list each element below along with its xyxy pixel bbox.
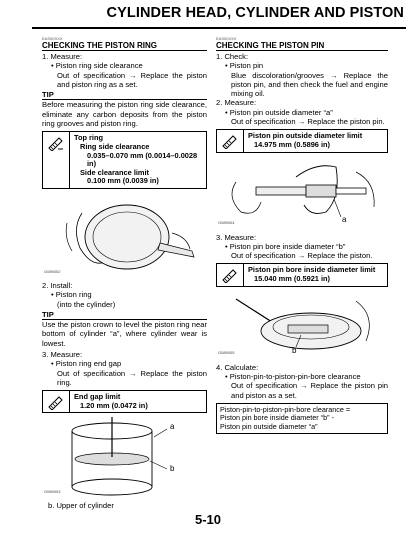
figure-code: G089004 — [218, 220, 235, 226]
figure-bore-gauge — [216, 291, 388, 359]
spec-box-pin-outside-diameter — [216, 129, 388, 152]
figure-end-gap — [42, 417, 207, 497]
measurement-icon — [217, 264, 244, 285]
spec-line: End gap limit — [74, 392, 121, 402]
spec-line: Side clearance limit — [80, 167, 150, 177]
tip-label: TIP — [42, 310, 207, 320]
right-column — [216, 36, 388, 434]
spec-box-pin-bore-diameter — [216, 263, 388, 286]
figure-label-b: b — [170, 464, 175, 474]
title-rule — [32, 27, 406, 29]
step-2-sub: (into the cylinder) — [57, 299, 116, 309]
figure-label-a: a — [342, 214, 347, 224]
section-code: EAS00XXX — [216, 36, 237, 41]
step-4: 4. Calculate: — [216, 362, 259, 372]
formula-line: Piston pin outside diameter “a” — [220, 421, 318, 431]
figure-label-a: a — [170, 422, 175, 432]
micrometer-illustration — [216, 157, 388, 229]
section-heading-piston-ring: CHECKING THE PISTON RING — [42, 41, 207, 51]
step-1-out: Out of specification → Replace the piston and piston ring as a set. — [57, 70, 207, 89]
spec-value: 0.035–0.070 mm (0.0014–0.0028 in) — [87, 150, 198, 169]
figure-code: G089003 — [44, 489, 61, 495]
tip-text: Before measuring the piston ring side clearance, eliminate any carbon deposits from the piston ring grooves and piston ring. — [42, 100, 207, 129]
measurement-icon — [43, 391, 70, 412]
formula-line: Piston-pin-to-piston-pin-bore clearance = — [220, 404, 351, 414]
spec-line: Ring side clearance — [80, 141, 150, 151]
caption-b: b. Upper of cylinder — [48, 501, 114, 511]
step-1: 1. Measure: — [42, 52, 83, 61]
step-4-out: Out of specification → Replace the piston pin and piston as a set. — [231, 381, 388, 400]
figure-label-b: b — [292, 345, 297, 355]
spec-box-end-gap — [42, 390, 207, 413]
figure-code: G089002 — [44, 268, 61, 274]
step-3-item: • Piston ring end gap — [51, 359, 122, 369]
spec-value: 15.040 mm (0.5921 in) — [254, 274, 331, 284]
section-code: EAS00XXX — [42, 36, 63, 41]
step-2-item: • Piston pin outside diameter “a” — [225, 107, 333, 117]
measurement-icon — [43, 132, 70, 188]
section-heading-piston-pin: CHECKING THE PISTON PIN — [216, 41, 388, 51]
step-1-item: • Piston pin — [225, 61, 264, 71]
clearance-formula-box — [216, 403, 388, 434]
bore-gauge-illustration — [216, 291, 388, 359]
step-3-out: Out of specification → Replace the piston. — [231, 251, 373, 261]
spec-line: Piston pin bore inside diameter limit — [248, 265, 376, 275]
spec-line: Top ring — [74, 133, 104, 143]
spec-value: 0.100 mm (0.0039 in) — [87, 176, 159, 186]
spec-box-ring-side-clearance — [42, 131, 207, 189]
step-1-out: Blue discoloration/grooves → Replace the piston pin, and then check the fuel and engine mixing oil. — [231, 70, 388, 99]
tip-label: TIP — [42, 90, 207, 100]
spec-value: 14.975 mm (0.5896 in) — [254, 139, 331, 149]
step-3-item: • Piston pin bore inside diameter “b” — [225, 241, 346, 251]
step-2: 2. Measure: — [216, 98, 257, 108]
step-3: 3. Measure: — [216, 232, 257, 242]
figure-micrometer — [216, 157, 388, 229]
step-1-item: • Piston ring side clearance — [51, 61, 143, 71]
figure-ring-side-clearance — [42, 193, 207, 277]
step-2-item: • Piston ring — [51, 290, 92, 300]
step-2-out: Out of specification → Replace the piston pin. — [231, 117, 385, 127]
measurement-icon — [217, 130, 244, 151]
tip-text: Use the piston crown to level the piston ring near bottom of cylinder “a”, where cylinder wear is lowest. — [42, 320, 207, 348]
left-column — [42, 36, 207, 511]
figure-code: G089005 — [218, 350, 235, 356]
step-3-out: Out of specification → Replace the piston ring. — [57, 368, 207, 387]
step-4-item: • Piston-pin-to-piston-pin-bore clearance — [225, 371, 361, 381]
spec-value: 1.20 mm (0.0472 in) — [80, 400, 148, 410]
page-number: 5-10 — [194, 512, 222, 527]
step-2: 2. Install: — [42, 280, 73, 290]
page-title: CYLINDER HEAD, CYLINDER AND PISTON — [106, 5, 404, 21]
step-1: 1. Check: — [216, 52, 249, 61]
cylinder-ring-illustration — [42, 417, 207, 497]
formula-line: Piston pin bore inside diameter “b” - — [220, 413, 334, 423]
piston-feeler-illustration — [42, 193, 207, 277]
step-3: 3. Measure: — [42, 350, 83, 360]
spec-line: Piston pin outside diameter limit — [248, 131, 363, 141]
